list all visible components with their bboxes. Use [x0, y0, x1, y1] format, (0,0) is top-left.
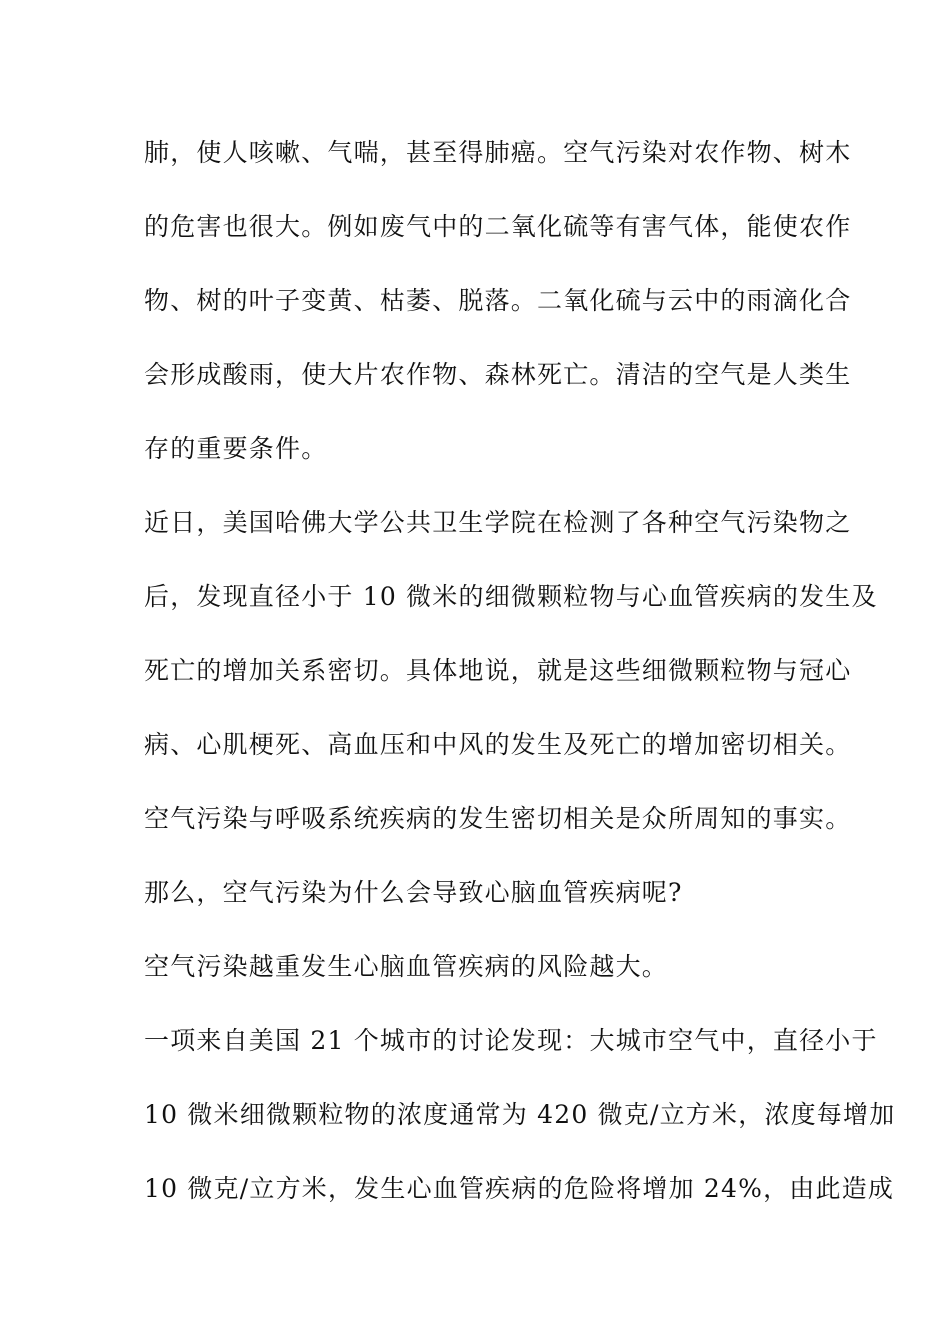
- text-line: 死亡的增加关系密切。具体地说，就是这些细微颗粒物与冠心: [144, 656, 852, 685]
- text-line: 的危害也很大。例如废气中的二氧化硫等有害气体，能使农作: [144, 212, 852, 241]
- text-line: 病、心肌梗死、高血压和中风的发生及死亡的增加密切相关。: [144, 730, 852, 759]
- text-line: 会形成酸雨，使大片农作物、森林死亡。清洁的空气是人类生: [144, 360, 852, 389]
- text-line: 一项来自美国 21 个城市的讨论发现：大城市空气中，直径小于: [144, 1026, 878, 1055]
- text-line: 物、树的叶子变黄、枯萎、脱落。二氧化硫与云中的雨滴化合: [144, 286, 852, 315]
- text-line: 存的重要条件。: [144, 434, 328, 463]
- text-line: 10 微米细微颗粒物的浓度通常为 420 微克/立方米，浓度每增加: [144, 1100, 896, 1129]
- text-line: 近日，美国哈佛大学公共卫生学院在检测了各种空气污染物之: [144, 508, 852, 537]
- text-line: 肺，使人咳嗽、气喘，甚至得肺癌。空气污染对农作物、树木: [144, 138, 852, 167]
- text-line: 那么，空气污染为什么会导致心脑血管疾病呢?: [144, 878, 683, 907]
- text-line: 空气污染越重发生心脑血管疾病的风险越大。: [144, 952, 669, 981]
- text-line: 10 微克/立方米，发生心血管疾病的危险将增加 24%，由此造成: [144, 1174, 895, 1203]
- text-line: 后，发现直径小于 10 微米的细微颗粒物与心血管疾病的发生及: [144, 582, 878, 611]
- text-line: 空气污染与呼吸系统疾病的发生密切相关是众所周知的事实。: [144, 804, 852, 833]
